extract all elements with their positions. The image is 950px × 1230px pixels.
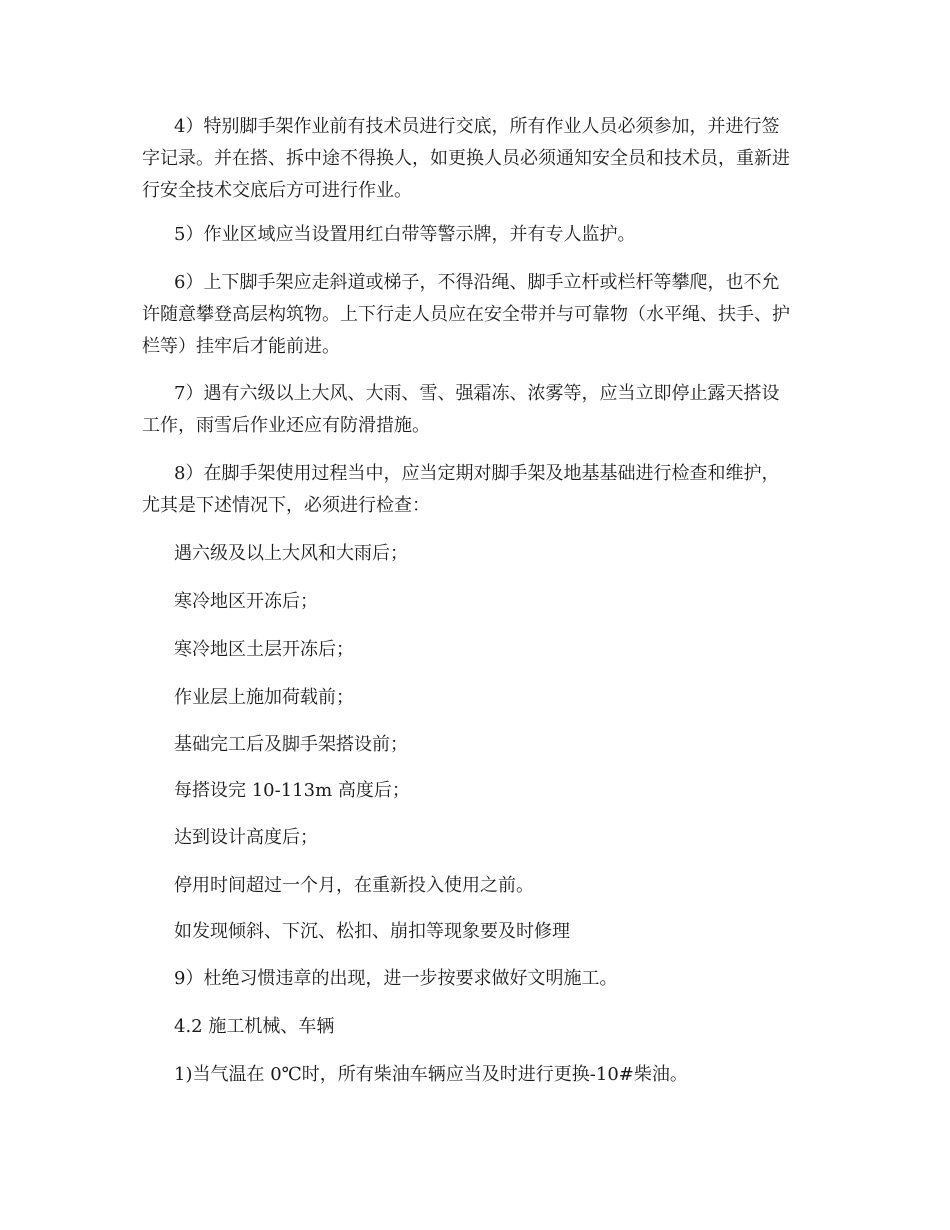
paragraph-line: 4）特别脚手架作业前有技术员进行交底，所有作业人员必须参加，并进行签 xyxy=(174,116,780,137)
paragraph-line: 尤其是下述情况下，必须进行检查： xyxy=(142,495,430,516)
paragraph-line: 8）在脚手架使用过程当中，应当定期对脚手架及地基基础进行检查和维护， xyxy=(174,463,780,484)
paragraph-line: 许随意攀登高层构筑物。上下行走人员应在安全带并与可靠物（水平绳、扶手、护 xyxy=(142,304,790,325)
list-item: 作业层上施加荷载前； xyxy=(174,687,354,708)
list-item: 寒冷地区开冻后； xyxy=(174,591,318,612)
section-heading: 4.2 施工机械、车辆 xyxy=(174,1016,335,1037)
paragraph-item-7 xyxy=(142,378,814,442)
paragraph-line: 工作，雨雪后作业还应有防滑措施。 xyxy=(142,415,430,436)
paragraph-line: 5）作业区域应当设置用红白带等警示牌，并有专人监护。 xyxy=(174,224,636,245)
paragraph-line: 字记录。并在搭、拆中途不得换人，如更换人员必须通知安全员和技术员，重新进 xyxy=(142,148,790,169)
paragraph-item-8 xyxy=(142,458,814,522)
paragraph-line: 栏等）挂牢后才能前进。 xyxy=(142,336,340,357)
paragraph-line: 6）上下脚手架应走斜道或梯子，不得沿绳、脚手立杆或栏杆等攀爬，也不允 xyxy=(174,272,780,293)
paragraph-line: 行安全技术交底后方可进行作业。 xyxy=(142,180,412,201)
list-item: 停用时间超过一个月，在重新投入使用之前。 xyxy=(174,875,534,896)
list-item: 如发现倾斜、下沉、松扣、崩扣等现象要及时修理 xyxy=(174,921,570,942)
paragraph-item-9: 9）杜绝习惯违章的出现，进一步按要求做好文明施工。 xyxy=(174,968,618,989)
list-item: 每搭设完 10-113m 高度后； xyxy=(174,780,410,801)
paragraph-line: 7）遇有六级以上大风、大雨、雪、强霜冻、浓雾等，应当立即停止露天搭设 xyxy=(174,383,780,404)
list-item: 寒冷地区土层开冻后； xyxy=(174,639,354,660)
paragraph-item-1: 1)当气温在 0℃时，所有柴油车辆应当及时进行更换-10#柴油。 xyxy=(174,1064,688,1085)
list-item: 遇六级及以上大风和大雨后； xyxy=(174,543,408,564)
paragraph-item-4 xyxy=(142,111,814,207)
paragraph-item-5 xyxy=(142,219,814,251)
list-item: 达到设计高度后； xyxy=(174,827,318,848)
paragraph-item-6 xyxy=(142,267,814,363)
list-item: 基础完工后及脚手架搭设前； xyxy=(174,734,408,755)
